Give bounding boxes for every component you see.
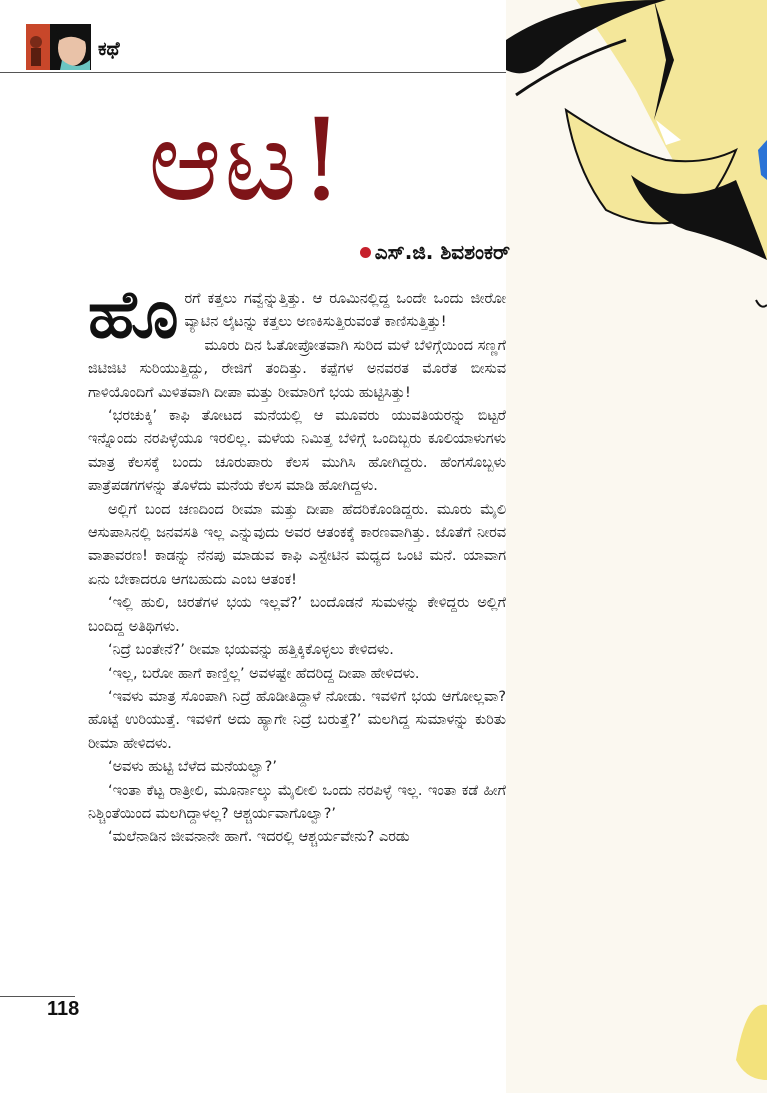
article-body — [88, 276, 506, 850]
drop-cap: ಹೊ — [88, 276, 179, 353]
paragraph: ‘ಭರಚುಕ್ಕಿ’ ಕಾಫಿ ತೋಟದ ಮನೆಯಲ್ಲಿ ಆ ಮೂವರು ಯುವತಿಯರನ್ನು ಬಿಟ್ಟರೆ ಇನ್ನೊಂದು ನರಪಿಳ್ಳೆಯೂ ಇರಲಿಲ್ಲ. ಮಳೆಯ ನಿಮಿತ್ತ ಬೆಳಿಗ್ಗೆ ಒಂದಿಬ್ಬರು ಕೂಲಿಯಾಳುಗಳು ಮಾತ್ರ ಕೆಲಸಕ್ಕೆ ಬಂದು ಚೂರುಪಾರು ಕೆಲಸ ಮುಗಿಸಿ ಹೋಗಿದ್ದರು. ಹೆಂಗಸೊಬ್ಬಳು ಪಾತ್ರೆಪಡಗಗಳನ್ನು ತೊಳೆದು ಮನೆಯ ಕೆಲಸ ಮಾಡಿ ಹೋಗಿದ್ದಳು. — [88, 408, 506, 495]
paragraph: ‘ಮಲೆನಾಡಿನ ಜೀವನಾನೇ ಹಾಗೆ. ಇದರಲ್ಲಿ ಆಶ್ಚರ್ಯವೇನು? ಎರಡು — [108, 829, 410, 846]
paragraph: ಮೂರು ದಿನ ಓತೋಪ್ರೋತವಾಗಿ ಸುರಿದ ಮಳೆ ಬೆಳಿಗ್ಗೆಯಿಂದ ಸಣ್ಣಗೆ ಜಿಟಿಜಿಟಿ ಸುರಿಯುತ್ತಿದ್ದು, ರೇಜಿಗೆ ತಂದಿತ್ತು. ಕಪ್ಪೆಗಳ ಅನವರತ ಮೊರೆತ ಬೀಸುವ ಗಾಳಿಯೊಂದಿಗೆ ಮಿಳಿತವಾಗಿ ದೀಪಾ ಮತ್ತು ರೀಮಾರಿಗೆ ಭಯ ಹುಟ್ಟಿಸಿತ್ತು! — [88, 337, 506, 401]
paragraph: ‘ಇಲ್ಲ, ಬರೋ ಹಾಗೆ ಕಾಣ್ತಿಲ್ಲ’ ಅವಳಷ್ಟೇ ಹೆದರಿದ್ದ ದೀಪಾ ಹೇಳಿದಳು. — [108, 665, 420, 682]
paragraph: ‘ಇವಳು ಮಾತ್ರ ಸೊಂಪಾಗಿ ನಿದ್ರೆ ಹೊಡೀತಿದ್ದಾಳೆ ನೋಡು. ಇವಳಿಗೆ ಭಯ ಆಗೋಲ್ಲವಾ? ಹೊಟ್ಟೆ ಉರಿಯುತ್ತೆ. ಇವಳಿಗೆ ಅದು ಹ್ಯಾಗೇ ನಿದ್ರೆ ಬರುತ್ತೆ?’ ಮಲಗಿದ್ದ ಸುಮಾಳನ್ನು ಕುರಿತು ರೀಮಾ ಹೇಳಿದಳು. — [88, 688, 506, 752]
section-label: ಕಥೆ — [98, 38, 120, 60]
paragraph: ಅಲ್ಲಿಗೆ ಬಂದ ಚಣದಿಂದ ರೀಮಾ ಮತ್ತು ದೀಪಾ ಹೆದರಿಕೊಂಡಿದ್ದರು. ಮೂರು ಮೈಲಿ ಆಸುಪಾಸಿನಲ್ಲಿ ಜನವಸತಿ ಇಲ್ಲ ಎನ್ನುವುದು ಅವರ ಆತಂಕಕ್ಕೆ ಕಾರಣವಾಗಿತ್ತು. ಜೊತೆಗೆ ನೀರವ ವಾತಾವರಣ! ಕಾಡನ್ನು ನೆನಪು ಮಾಡುವ ಕಾಫಿ ಎಸ್ಟೇಟಿನ ಮಧ್ಯದ ಒಂಟಿ ಮನೆ. ಯಾವಾಗ ಏನು ಬೇಕಾದರೂ ಆಗಬಹುದು ಎಂಬ ಆತಂಕ! — [88, 501, 506, 588]
paragraph: ‘ಅವಳು ಹುಟ್ಟಿ ಬೆಳೆದ ಮನೆಯಲ್ವಾ?’ — [108, 759, 277, 776]
paragraph: ‘ನಿದ್ರೆ ಬಂತೇನೆ?’ ರೀಮಾ ಭಯವನ್ನು ಹತ್ತಿಕ್ಕಿಕೊಳ್ಳಲು ಕೇಳಿದಳು. — [108, 642, 394, 659]
header-divider — [0, 72, 506, 73]
paragraph: ‘ಇಲ್ಲಿ ಹುಲಿ, ಚಿರತೆಗಳ ಭಯ ಇಲ್ಲವೆ?’ ಬಂದೊಡನೆ ಸುಮಳನ್ನು ಕೇಳಿದ್ದರು ಅಲ್ಲಿಗೆ ಬಂದಿದ್ದ ಅತಿಥಿಗಳು. — [88, 595, 506, 635]
paragraph: ಹೊರಗೆ ಕತ್ತಲು ಗವ್ವೆನ್ನುತ್ತಿತ್ತು. ಆ ರೂಮಿನಲ್ಲಿದ್ದ ಒಂದೇ ಒಂದು ಜೀರೋ ವ್ಯಾಟಿನ ಲೈಟನ್ನು ಕತ್ತಲು ಅಣಕಿಸುತ್ತಿರುವಂತೆ ಕಾಣಿಸುತ್ತಿತ್ತು! — [88, 276, 506, 353]
section-logo-icon — [26, 24, 91, 70]
decorative-illustration — [506, 0, 767, 1093]
article-title: ಆಟ! — [148, 96, 347, 226]
footer-divider — [0, 996, 75, 997]
author-byline — [310, 240, 510, 264]
page-number: 118 — [47, 998, 80, 1020]
paragraph: ‘ಇಂತಾ ಕೆಟ್ಟ ರಾತ್ರೀಲಿ, ಮೂರ್ನಾಲ್ಕು ಮೈಲೀಲಿ ಒಂದು ನರಪಿಳ್ಳೆ ಇಲ್ಲ. ಇಂತಾ ಕಡೆ ಹೀಗೆ ನಿಶ್ಚಿಂತೆಯಿಂದ ಮಲಗಿದ್ದಾಳಲ್ಲ? ಆಶ್ಚರ್ಯವಾಗೊಲ್ವಾ?’ — [88, 782, 506, 822]
author-name: ಎಸ್.ಜಿ. ಶಿವಶಂಕರ್ — [374, 240, 510, 264]
bullet-dot-icon — [360, 247, 371, 258]
